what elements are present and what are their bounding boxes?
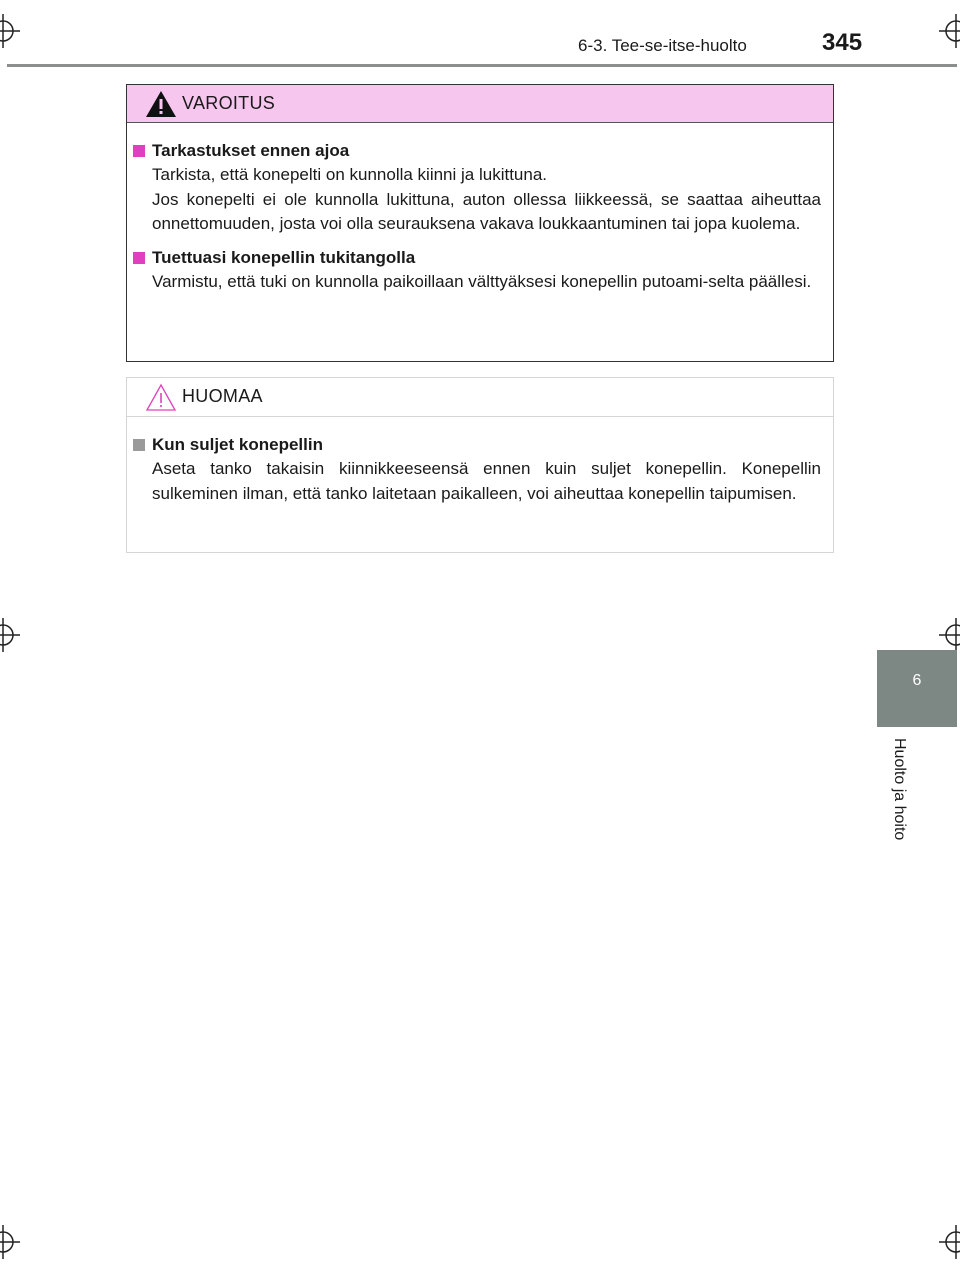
notice-header xyxy=(127,378,833,417)
chapter-title: Huolto ja hoito xyxy=(891,738,908,841)
square-bullet-icon xyxy=(133,439,145,451)
notice-box xyxy=(126,377,834,553)
notice-body xyxy=(127,417,833,506)
section-title: 6-3. Tee-se-itse-huolto xyxy=(578,36,747,55)
warning-item-text: Varmistu, että tuki on kunnolla paikoillaan välttyäksesi konepellin putoami-selta päällesi. xyxy=(152,271,812,291)
warning-item-title: Tuettuasi konepellin tukitangolla xyxy=(132,246,821,270)
warning-item-title: Tarkastukset ennen ajoa xyxy=(132,139,821,163)
chapter-number: 6 xyxy=(912,672,922,689)
chapter-tab xyxy=(877,650,957,727)
notice-item-title: Kun suljet konepellin xyxy=(132,433,821,457)
header-divider xyxy=(7,64,957,67)
crop-mark-top-left-icon xyxy=(0,14,20,48)
crop-mark-mid-left-icon xyxy=(0,618,20,652)
notice-item xyxy=(132,433,821,506)
page-number: 345 xyxy=(822,29,863,56)
crop-mark-top-right-icon xyxy=(939,14,960,48)
warning-item-text: Jos konepelti ei ole kunnolla lukittuna, auton ollessa liikkeessä, se saattaa aiheuttaa onnettomuuden, josta voi olla seurauksena vakava loukkaantuminen tai jopa kuolema. xyxy=(152,189,821,233)
warning-box xyxy=(126,84,834,362)
notice-label: HUOMAA xyxy=(182,386,263,406)
notice-item-text: Aseta tanko takaisin kiinnikkeeseensä ennen kuin suljet konepellin. Konepellin sulkeminen ilman, että tanko laitetaan paikalleen, voi aiheuttaa konepellin taipumisen. xyxy=(152,459,821,503)
warning-header xyxy=(127,85,833,123)
crop-mark-bottom-right-icon xyxy=(939,1225,960,1259)
square-bullet-icon xyxy=(133,252,145,264)
crop-mark-bottom-left-icon xyxy=(0,1225,20,1259)
square-bullet-icon xyxy=(133,145,145,157)
crop-mark-mid-right-icon xyxy=(939,618,960,652)
warning-item xyxy=(132,246,821,295)
warning-triangle-filled-icon xyxy=(144,89,178,119)
warning-item-text: Tarkista, että konepelti on kunnolla kiinni ja lukittuna. xyxy=(152,165,548,184)
warning-item xyxy=(132,139,821,237)
warning-label: VAROITUS xyxy=(182,93,276,113)
warning-body xyxy=(127,123,833,294)
warning-triangle-outline-icon xyxy=(144,382,178,412)
